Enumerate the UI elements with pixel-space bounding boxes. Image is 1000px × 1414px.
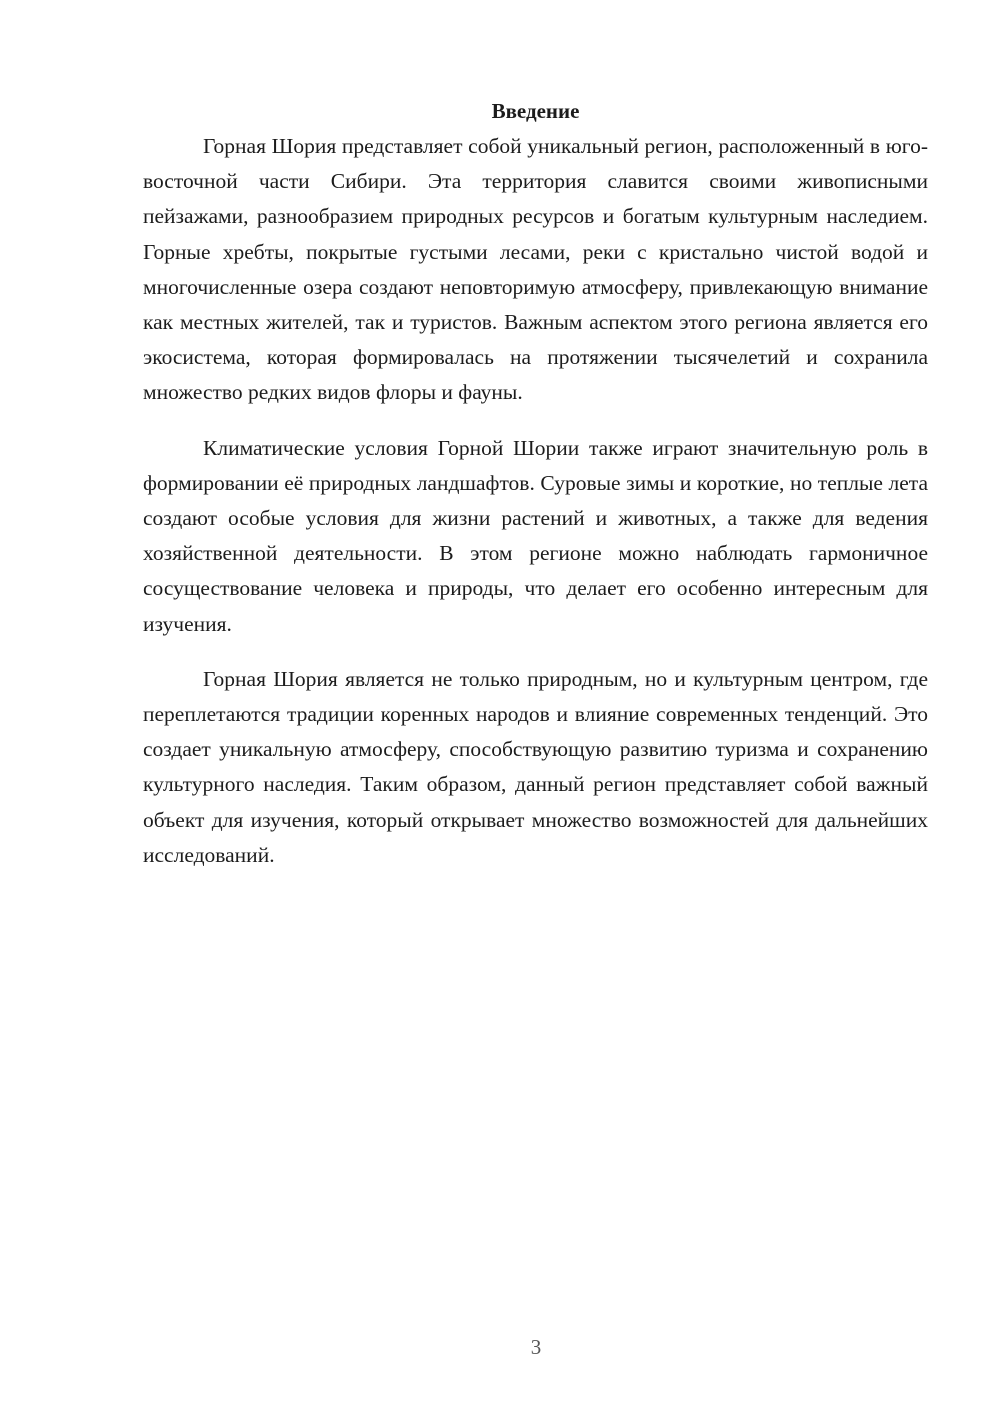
- page-number: 3: [530, 1335, 542, 1359]
- section-heading: Введение: [491, 99, 580, 123]
- page-body: [143, 93, 928, 873]
- paragraph-1: Горная Шория представляет собой уникальный регион, расположенный в юго-восточной части Сибири. Эта территория славится своими живописными пейзажами, разнообразием природных ресурсов и богатым культурным наследием. Горные хребты, покрытые густыми лесами, реки с кристально чистой водой и многочисленные озера создают неповторимую атмосферу, привлекающую внимание как местных жителей, так и туристов. Важным аспектом этого региона является его экосистема, которая формировалась на протяжении тысячелетий и сохранила множество редких видов флоры и фауны.: [143, 134, 928, 405]
- paragraph-2: Климатические условия Горной Шории также играют значительную роль в формировании её природных ландшафтов. Суровые зимы и короткие, но теплые лета создают особые условия для жизни растений и животных, а также для ведения хозяйственной деятельности. В этом регионе можно наблюдать гармоничное сосуществование человека и природы, что делает его особенно интересным для изучения.: [143, 435, 928, 636]
- paragraph-3: Горная Шория является не только природным, но и культурным центром, где переплетаются традиции коренных народов и влияние современных тенденций. Это создает уникальную атмосферу, способствующую развитию туризма и сохранению культурного наследия. Таким образом, данный регион представляет собой важный объект для изучения, который открывает множество возможностей для дальнейших исследований.: [143, 666, 928, 867]
